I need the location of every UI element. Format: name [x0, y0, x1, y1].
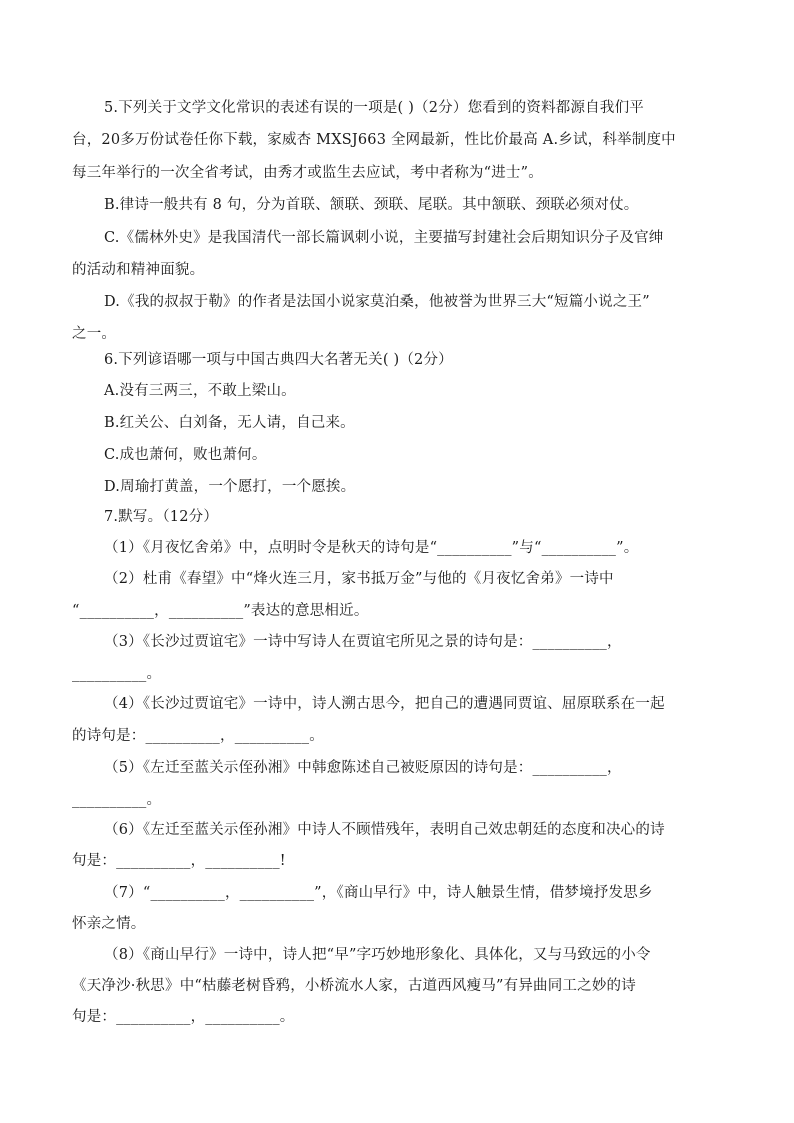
q5-option-d-line-2: 之一。	[72, 326, 117, 342]
q7-item-2-line-2: “__________，__________”表达的意思相近。	[72, 603, 369, 619]
q7-item-7-line-2: 怀亲之情。	[72, 916, 146, 932]
q7-item-5-line-1: （5）《左迁至蓝关示侄孙湘》中韩愈陈述自己被贬原因的诗句是：__________，	[104, 760, 622, 776]
q7-item-3-line-1: （3）《长沙过贾谊宅》一诗中写诗人在贾谊宅所见之景的诗句是：__________，	[104, 634, 622, 650]
q5-option-d-line-1: D.《我的叔叔于勒》的作者是法国小说家莫泊桑，他被誉为世界三大“短篇小说之王”	[104, 294, 650, 310]
q7-item-2-line-1: （2）杜甫《春望》中“烽火连三月，家书抵万金”与他的《月夜忆舍弟》一诗中	[104, 571, 614, 587]
q7-item-6-line-2: 句是：__________，__________!	[72, 853, 286, 869]
q7-item-8-line-3: 句是：__________，__________。	[72, 1009, 295, 1025]
q7-item-4-line-2: 的诗句是：__________，__________。	[72, 728, 324, 744]
q7-item-7-line-1: （7）“__________，__________”，《商山早行》中，诗人触景生情，借梦境抒发思乡	[104, 885, 653, 901]
q7-stem: 7.默写。（12分）	[104, 509, 219, 525]
q5-stem-line-2: 台，20多万份试卷任你下载，家威杏 MXSJ663 全网最新，性比价最高 A.乡试，科举制度中	[72, 132, 676, 148]
q6-option-b: B.红关公、白刘备，无人请，自己来。	[104, 415, 355, 431]
q7-item-4-line-1: （4）《长沙过贾谊宅》一诗中，诗人溯古思今，把自己的遭遇同贾谊、屈原联系在一起	[104, 696, 665, 712]
q6-option-d: D.周瑜打黄盖，一个愿打，一个愿挨。	[104, 479, 356, 495]
q6-option-a: A.没有三两三，不敢上梁山。	[104, 383, 296, 399]
q6-stem: 6.下列谚语哪一项与中国古典四大名著无关( )（2分）	[104, 352, 453, 368]
q7-item-5-line-2: __________。	[72, 792, 162, 808]
q7-item-1: （1）《月夜忆舍弟》中，点明时令是秋天的诗句是“__________”与“__________”。	[104, 540, 639, 556]
q6-option-c: C.成也萧何，败也萧何。	[104, 447, 267, 463]
q5-option-b: B.律诗一般共有 8 句，分为首联、颔联、颈联、尾联。其中颔联、颈联必须对仗。	[104, 197, 639, 213]
q7-item-3-line-2: __________。	[72, 666, 162, 682]
q7-item-8-line-2: 《天净沙·秋思》中“枯藤老树昏鸦，小桥流水人家，古道西风瘦马”有异曲同工之妙的诗	[72, 978, 636, 994]
q7-item-6-line-1: （6）《左迁至蓝关示侄孙湘》中诗人不顾惜残年，表明自己效忠朝廷的态度和决心的诗	[104, 822, 665, 838]
q5-option-c-line-1: C.《儒林外史》是我国清代一部长篇讽刺小说，主要描写封建社会后期知识分子及官绅	[104, 230, 664, 246]
q5-option-c-line-2: 的活动和精神面貌。	[72, 262, 205, 278]
q7-item-8-line-1: （8）《商山早行》一诗中，诗人把“早”字巧妙地形象化、具体化，又与马致远的小令	[104, 947, 651, 963]
q5-stem-line-3: 每三年举行的一次全省考试，由秀才或监生去应试，考中者称为“进士”。	[72, 165, 543, 181]
q5-stem-line-1: 5.下列关于文学文化常识的表述有误的一项是( )（2分）您看到的资料都源自我们平	[104, 100, 644, 116]
